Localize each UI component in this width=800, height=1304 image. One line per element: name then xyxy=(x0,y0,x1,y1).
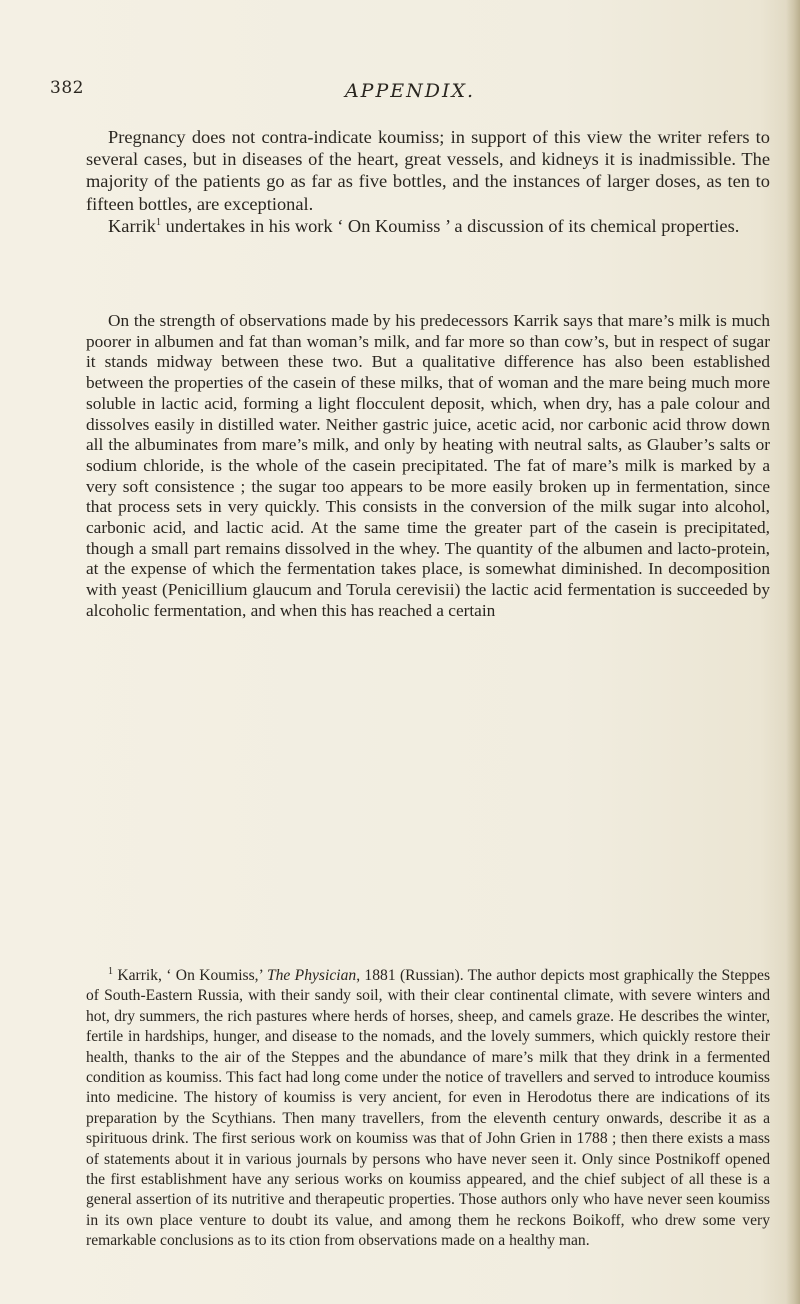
footnote-lead: Karrik, ‘ On Koumiss,’ xyxy=(113,967,267,984)
page-number: 382 xyxy=(50,78,84,98)
karrik-name: Karrik xyxy=(108,215,156,236)
running-head-title: APPENDIX. xyxy=(344,80,476,102)
pregnancy-paragraph: Pregnancy does not contra-indicate koumiss; in support of this view the writer refers to several cases, but in diseases of the heart, great vessels, and kidneys it is inadmissible. The majority of the patients go as far as five bottles, and the instances of larger doses, as ten to fifteen bottles, are exceptional. xyxy=(86,127,770,214)
chemical-properties-paragraph: On the strength of observations made by his predecessors Karrik says that mare’s milk is much poorer in albumen and fat than woman’s milk, and far more so than cow’s, but in respect of sugar it stands midway between these two. But a qualitative difference has also been established between the properties of the casein of these milks, that of woman and the mare being much more soluble in lactic acid, forming a light flocculent deposit, which, when dry, has a pale colour and dissolves easily in distilled water. Neither gastric juice, acetic acid, nor carbonic acid throw down all the albuminates from mare’s milk, and only by heating with neutral salts, as Glauber’s salts or sodium chloride, is the whole of the casein precipitated. The fat of mare’s milk is marked by a very soft consistence ; the sugar too appears to be more easily broken up in fermentation, since that process sets in very quickly. This consists in the conversion of the milk sugar into alcohol, carbonic acid, and lactic acid. At the same time the greater part of the casein is precipitated, though a small part remains dissolved in the whey. The quantity of the albumen and lacto-protein, at the expense of which the fermentation takes place, is somewhat diminished. In decomposition with yeast (Penicillium glaucum and Torula cerevisii) the lactic acid fermentation is succeeded by alcoholic fermentation, and when this has reached a certain xyxy=(86,311,770,620)
footnote-body: , 1881 (Russian). The author depicts most graphically the Steppes of South-Eastern Russia, with their sandy soil, with their clear continental climate, with severe winters and hot, dry summers, the rich pastures where herds of horses, sheep, and camels graze. He describes the winter, fertile in hardships, hunger, and disease to the nomads, and the lovely summers, which quickly restore their health, thanks to the air of the Steppes and the abundance of mare’s milk that they drink in a fermented condition as koumiss. This fact had long come under the notice of travellers and served to introduce koumiss into medicine. The history of koumiss is very ancient, for even in Herodotus there are indications of its preparation by the Scythians. Then many travellers, from the eleventh century onwards, describe it as a spirituous drink. The first serious work on koumiss was that of John Grien in 1788 ; then there exists a mass of statements about it in various journals by persons who have never seen it. Only since Postnikoff opened the first establishment have any serious works on koumiss appeared, and the chief subject of all these is a general assertion of its nutritive and therapeutic properties. Those authors only who have never seen koumiss in its own place venture to doubt its value, and among them he reckons Boikoff, who drew some very remarkable conclusions as to its ction from observations made on a healthy man. xyxy=(86,967,771,1250)
running-head xyxy=(50,78,770,102)
karrik-paragraph xyxy=(86,215,770,237)
footnote-journal-title: The Physician xyxy=(266,967,357,984)
footnote-marker: 1 xyxy=(108,965,113,977)
page-binding-edge xyxy=(786,0,800,1304)
intro-text xyxy=(86,126,770,237)
footnote xyxy=(86,966,770,1252)
footnote-reference: 1 xyxy=(156,216,161,228)
karrik-paragraph-text: undertakes in his work ‘ On Koumiss ’ a discussion of its chemical properties. xyxy=(161,215,740,236)
